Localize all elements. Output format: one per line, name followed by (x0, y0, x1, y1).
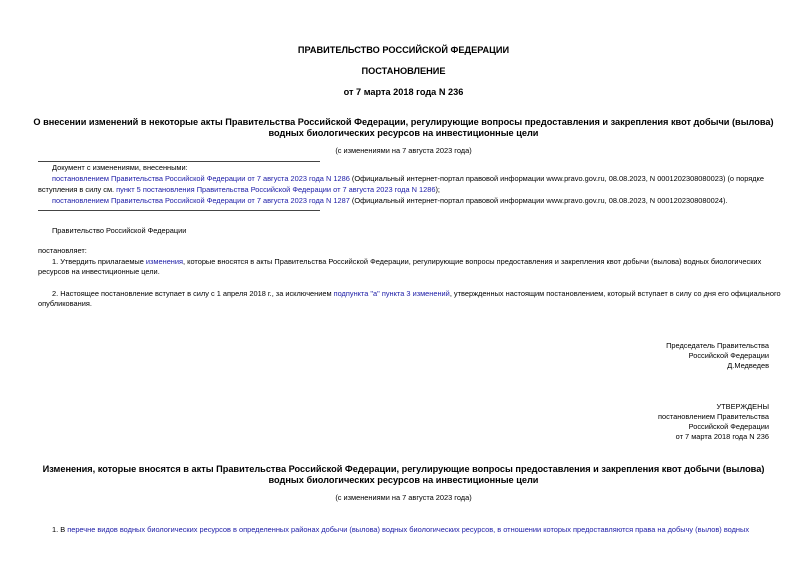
doc-title-line1: О внесении изменений в некоторые акты Правительства Российской Федерации, регулирующие вопросы предоставления и закрепления квот добычи (вылова) (33, 117, 774, 127)
changes-note: (с изменениями на 7 августа 2023 года) (335, 146, 472, 155)
amendment-item-1 (52, 174, 772, 185)
changes-title-line2: водных биологических ресурсов на инвестиционные цели (268, 475, 539, 485)
paragraph-2-end: опубликования. (38, 299, 92, 308)
paragraph-1 (52, 257, 761, 268)
changes-title-line1: Изменения, которые вносятся в акты Правительства Российской Федерации, регулирующие вопросы предоставления и закрепления квот добычи (вылова) (42, 464, 765, 474)
resolves-line: постановляет: (38, 246, 87, 255)
amendment-link-1286[interactable]: постановлением Правительства Российской Федерации от 7 августа 2023 года N 1286 (52, 174, 350, 183)
paragraph-2 (52, 289, 781, 300)
amendment-item-2-text: (Официальный интернет-портал правовой информации www.pravo.gov.ru, 08.08.2023, N 0001202308080024). (349, 196, 728, 205)
paragraph-1-end: ресурсов на инвестиционные цели. (38, 267, 160, 276)
amendment-item-1-cont (38, 185, 440, 196)
signature-org: Российской Федерации (688, 351, 769, 360)
doc-title-line2: водных биологических ресурсов на инвестиционные цели (268, 128, 539, 138)
changes-note-2: (с изменениями на 7 августа 2023 года) (335, 493, 472, 502)
amendment-link-point5[interactable]: пункт 5 постановления Правительства Российской Федерации от 7 августа 2023 года N 1286 (116, 185, 436, 194)
amendment-item-1-text: (Официальный интернет-портал правовой информации www.pravo.gov.ru, 08.08.2023, N 0001202308080023) (о порядке (349, 174, 764, 183)
government-line: Правительство Российской Федерации (52, 226, 187, 235)
species-list-link[interactable]: перечне видов водных биологических ресурсов в определенных районах добычи (вылова) водных биологических ресурсов, в отношении которых предоставляются права на добычу (вылов) водных (67, 525, 750, 534)
doc-date-number: от 7 марта 2018 года N 236 (343, 87, 464, 97)
paragraph-1-start: 1. Утвердить прилагаемые (52, 257, 146, 266)
paragraph-1-mid: , которые вносятся в акты Правительства Российской Федерации, регулирующие вопросы предоставления и закрепления квот добычи (вылова) водных биологических (183, 257, 762, 266)
paragraph-2-start: 2. Настоящее постановление вступает в силу с 1 апреля 2018 г., за исключением (52, 289, 334, 298)
amendments-top-rule (38, 161, 320, 162)
amendment-item-2 (52, 196, 727, 207)
changes-link[interactable]: изменения (145, 257, 184, 266)
changes-item-1 (52, 525, 769, 536)
approved-label: УТВЕРЖДЕНЫ (716, 402, 769, 411)
amendment-link-1287[interactable]: постановлением Правительства Российской Федерации от 7 августа 2023 года N 1287 (52, 196, 350, 205)
amendments-intro: Документ с изменениями, внесенными: (52, 163, 188, 172)
subparagraph-a-link[interactable]: подпункта "а" пункта 3 изменений (333, 289, 450, 298)
approved-date: от 7 марта 2018 года N 236 (675, 432, 769, 441)
approved-org: Российской Федерации (688, 422, 769, 431)
org-heading: ПРАВИТЕЛЬСТВО РОССИЙСКОЙ ФЕДЕРАЦИИ (297, 45, 510, 55)
paragraph-2-mid: , утвержденных настоящим постановлением, который вступает в силу со дня его официального (449, 289, 781, 298)
doc-type: ПОСТАНОВЛЕНИЕ (361, 66, 446, 76)
amendment-item-1-text3: ); (435, 185, 440, 194)
amendments-bottom-rule (38, 210, 320, 211)
amendment-item-1-text2: вступления в силу см. (38, 185, 117, 194)
signature-name: Д.Медведев (727, 361, 769, 370)
signature-title: Председатель Правительства (666, 341, 769, 350)
approved-by: постановлением Правительства (658, 412, 769, 421)
changes-item-1-num: 1. В (52, 525, 68, 534)
